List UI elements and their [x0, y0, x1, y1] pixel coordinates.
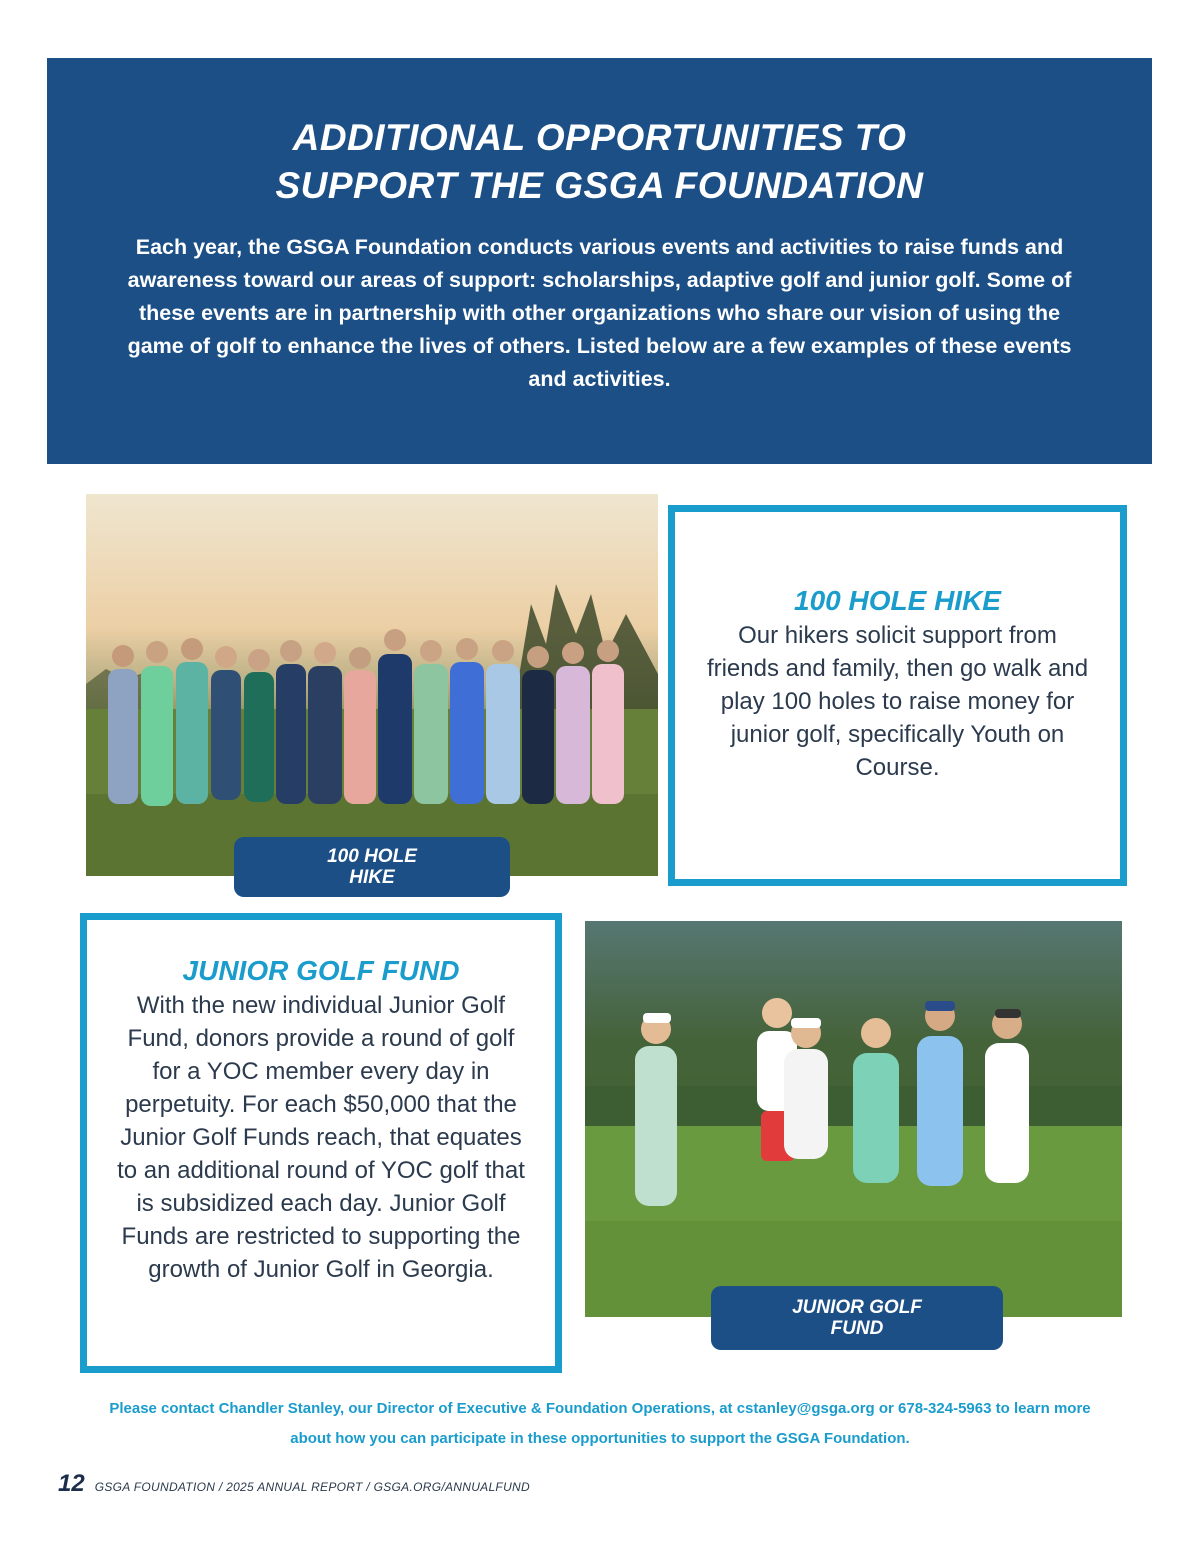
- junior-caption-line2: FUND: [830, 1318, 884, 1339]
- hike-group-photo: [86, 494, 658, 876]
- page-number: 12: [58, 1470, 85, 1497]
- junior-photo-illustration: [585, 921, 1122, 1317]
- contact-line1: Please contact Chandler Stanley, our Director of Executive & Foundation Operations, at cstanley@gsga.org or 678-324-5963 to learn more: [109, 1400, 1091, 1417]
- page-title-line2: SUPPORT THE GSGA FOUNDATION: [275, 165, 924, 206]
- hike-description: Our hikers solicit support from friends and family, then go walk and play 100 holes to raise money for junior golf, specifically Youth on Course.: [706, 622, 1089, 781]
- hike-info-box: [668, 505, 1127, 886]
- junior-description: With the new individual Junior Golf Fund, donors provide a round of golf for a YOC member every day in perpetuity. For each $50,000 that the Junior Golf Funds reach, that equates to an additional round of YOC golf that is subsidized each day. Junior Golf Funds are restricted to supporting the growth of Junior Golf in Georgia.: [117, 992, 525, 1283]
- footer-text: GSGA FOUNDATION / 2025 ANNUAL REPORT / GSGA.ORG/ANNUALFUND: [94, 1480, 530, 1494]
- page-footer: [58, 1470, 530, 1498]
- header-banner: [47, 58, 1152, 464]
- contact-note: [40, 1394, 1160, 1454]
- hike-caption-line1: 100 HOLE: [327, 846, 417, 867]
- hike-photo-caption: [234, 837, 510, 897]
- page-title: [47, 114, 1152, 210]
- hike-title: 100 HOLE HIKE: [794, 585, 1001, 616]
- hike-caption-line2: HIKE: [349, 867, 395, 888]
- page-title-line1: ADDITIONAL OPPORTUNITIES TO: [292, 117, 907, 158]
- hike-photo-illustration: [86, 494, 658, 876]
- contact-line2: about how you can participate in these opportunities to support the GSGA Foundation.: [290, 1430, 910, 1447]
- junior-photo-caption: [711, 1286, 1003, 1350]
- junior-golfers-photo: [585, 921, 1122, 1317]
- junior-info-box: [80, 913, 562, 1373]
- intro-paragraph: Each year, the GSGA Foundation conducts various events and activities to raise funds and awareness toward our areas of support: scholarships, adaptive golf and junior golf. Some of these events are in partnership with other organizations who share our vision of using the game of golf to enhance the lives of others. Listed below are a few examples of these events and activities.: [127, 235, 1072, 391]
- junior-caption-line1: JUNIOR GOLF: [792, 1297, 922, 1318]
- junior-title: JUNIOR GOLF FUND: [182, 955, 460, 986]
